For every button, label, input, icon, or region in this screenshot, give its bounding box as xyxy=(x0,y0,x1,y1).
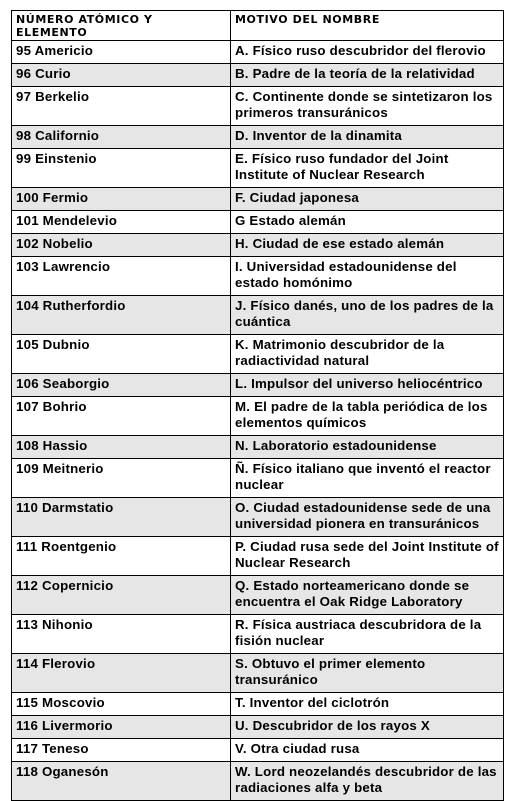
element-cell: 117 Teneso xyxy=(12,739,231,762)
table-row xyxy=(12,459,504,498)
reason-cell: P. Ciudad rusa sede del Joint Institute of Nuclear Research xyxy=(231,537,504,576)
reason-cell: H. Ciudad de ese estado alemán xyxy=(231,234,504,257)
element-cell: 114 Flerovio xyxy=(12,654,231,693)
element-cell: 107 Bohrio xyxy=(12,397,231,436)
table-row xyxy=(12,149,504,188)
table-row xyxy=(12,64,504,87)
element-cell: 102 Nobelio xyxy=(12,234,231,257)
table-row xyxy=(12,335,504,374)
reason-cell: B. Padre de la teoría de la relatividad xyxy=(231,64,504,87)
table-body xyxy=(12,41,504,801)
reason-cell: U. Descubridor de los rayos X xyxy=(231,716,504,739)
element-cell: 104 Rutherfordio xyxy=(12,296,231,335)
element-cell: 106 Seaborgio xyxy=(12,374,231,397)
element-names-table-container xyxy=(11,10,503,801)
element-cell: 98 Californio xyxy=(12,126,231,149)
reason-cell: D. Inventor de la dinamita xyxy=(231,126,504,149)
reason-cell: C. Continente donde se sintetizaron los primeros transuránicos xyxy=(231,87,504,126)
element-cell: 103 Lawrencio xyxy=(12,257,231,296)
table-row xyxy=(12,296,504,335)
reason-cell: N. Laboratorio estadounidense xyxy=(231,436,504,459)
table-row xyxy=(12,498,504,537)
table-header-row xyxy=(12,11,504,41)
header-reason: MOTIVO DEL NOMBRE xyxy=(231,11,504,41)
reason-cell: F. Ciudad japonesa xyxy=(231,188,504,211)
table-row xyxy=(12,211,504,234)
table-row xyxy=(12,87,504,126)
table-row xyxy=(12,188,504,211)
reason-cell: I. Universidad estadounidense del estado homónimo xyxy=(231,257,504,296)
table-row xyxy=(12,397,504,436)
element-cell: 96 Curio xyxy=(12,64,231,87)
table-row xyxy=(12,126,504,149)
reason-cell: K. Matrimonio descubridor de la radiactividad natural xyxy=(231,335,504,374)
reason-cell: J. Físico danés, uno de los padres de la cuántica xyxy=(231,296,504,335)
reason-cell: A. Físico ruso descubridor del flerovio xyxy=(231,41,504,64)
reason-cell: R. Física austriaca descubridora de la fisión nuclear xyxy=(231,615,504,654)
element-cell: 100 Fermio xyxy=(12,188,231,211)
reason-cell: E. Físico ruso fundador del Joint Institute of Nuclear Research xyxy=(231,149,504,188)
table-row xyxy=(12,739,504,762)
element-cell: 95 Americio xyxy=(12,41,231,64)
table-row xyxy=(12,234,504,257)
element-cell: 115 Moscovio xyxy=(12,693,231,716)
reason-cell: M. El padre de la tabla periódica de los elementos químicos xyxy=(231,397,504,436)
reason-cell: V. Otra ciudad rusa xyxy=(231,739,504,762)
table-row xyxy=(12,716,504,739)
element-cell: 108 Hassio xyxy=(12,436,231,459)
element-cell: 97 Berkelio xyxy=(12,87,231,126)
table-row xyxy=(12,693,504,716)
element-cell: 111 Roentgenio xyxy=(12,537,231,576)
reason-cell: Ñ. Físico italiano que inventó el reactor nuclear xyxy=(231,459,504,498)
table-row xyxy=(12,41,504,64)
element-cell: 99 Einstenio xyxy=(12,149,231,188)
table-row xyxy=(12,615,504,654)
reason-cell: W. Lord neozelandés descubridor de las radiaciones alfa y beta xyxy=(231,762,504,801)
reason-cell: S. Obtuvo el primer elemento transuránico xyxy=(231,654,504,693)
element-cell: 101 Mendelevio xyxy=(12,211,231,234)
table-row xyxy=(12,436,504,459)
element-cell: 112 Copernicio xyxy=(12,576,231,615)
table-row xyxy=(12,537,504,576)
element-cell: 118 Oganesón xyxy=(12,762,231,801)
reason-cell: T. Inventor del ciclotrón xyxy=(231,693,504,716)
element-names-table xyxy=(11,10,504,801)
element-cell: 109 Meitnerio xyxy=(12,459,231,498)
reason-cell: O. Ciudad estadounidense sede de una universidad pionera en transuránicos xyxy=(231,498,504,537)
element-cell: 113 Nihonio xyxy=(12,615,231,654)
element-cell: 116 Livermorio xyxy=(12,716,231,739)
reason-cell: G Estado alemán xyxy=(231,211,504,234)
table-row xyxy=(12,257,504,296)
reason-cell: L. Impulsor del universo heliocéntrico xyxy=(231,374,504,397)
table-row xyxy=(12,654,504,693)
table-row xyxy=(12,762,504,801)
table-row xyxy=(12,576,504,615)
element-cell: 105 Dubnio xyxy=(12,335,231,374)
header-element: NÚMERO ATÓMICO Y ELEMENTO xyxy=(12,11,231,41)
reason-cell: Q. Estado norteamericano donde se encuentra el Oak Ridge Laboratory xyxy=(231,576,504,615)
table-row xyxy=(12,374,504,397)
element-cell: 110 Darmstatio xyxy=(12,498,231,537)
